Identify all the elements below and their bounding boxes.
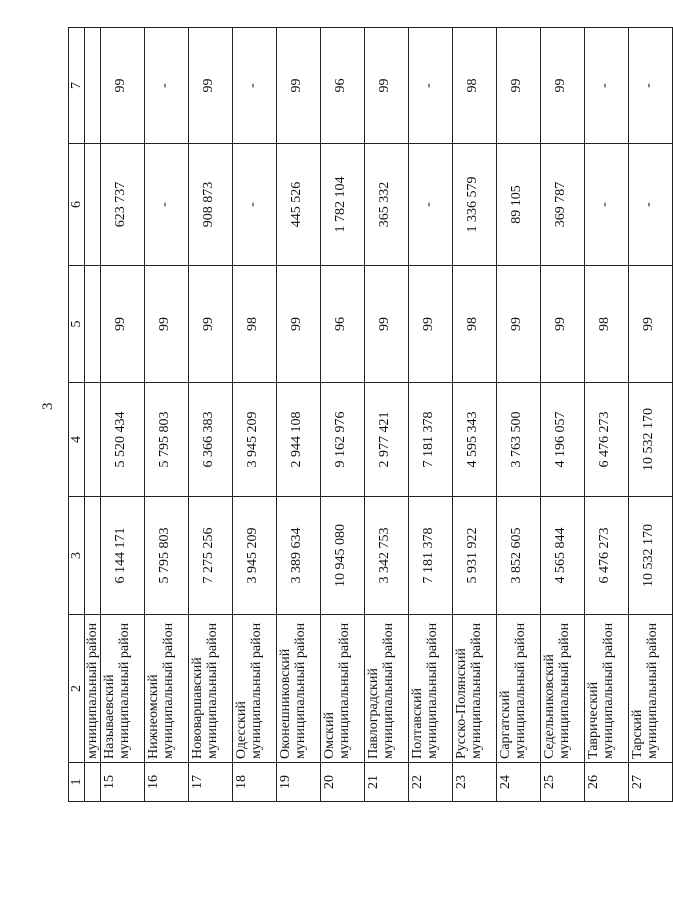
page-number: 3	[40, 402, 56, 410]
value-col4: 3 945 209	[233, 383, 277, 497]
value-col6: -	[145, 144, 189, 266]
district-type: муниципальный район	[161, 622, 176, 759]
header-cell: 3	[69, 497, 85, 615]
district-name: Таврический	[586, 681, 601, 759]
value-col6: 369 787	[541, 144, 585, 266]
value-col3: 6 144 171	[101, 497, 145, 615]
district-name: Полтавский	[410, 688, 425, 759]
district-name-cell	[233, 615, 277, 763]
district-type: муниципальный район	[337, 622, 352, 759]
value-col4: 7 181 378	[409, 383, 453, 497]
value-col7: 96	[321, 28, 365, 144]
value-col3: 7 181 378	[409, 497, 453, 615]
continuation-row	[85, 28, 101, 802]
value-col6: 1 782 104	[321, 144, 365, 266]
value-col3: 5 931 922	[453, 497, 497, 615]
value-col5: 99	[497, 266, 541, 383]
table-row	[453, 28, 497, 802]
district-name: Оконешниковский	[278, 648, 293, 759]
value-col4: 2 944 108	[277, 383, 321, 497]
value-col3: 6 476 273	[585, 497, 629, 615]
value-col4: 9 162 976	[321, 383, 365, 497]
value-col7: 99	[189, 28, 233, 144]
value-col7: -	[233, 28, 277, 144]
district-type: муниципальный район	[425, 622, 440, 759]
row-number: 16	[145, 763, 189, 802]
value-col3: 3 945 209	[233, 497, 277, 615]
value-col7: 99	[101, 28, 145, 144]
value-col4: 2 977 421	[365, 383, 409, 497]
row-number: 19	[277, 763, 321, 802]
value-col3: 3 342 753	[365, 497, 409, 615]
value-col5: 98	[233, 266, 277, 383]
value-col6: 365 332	[365, 144, 409, 266]
value-col3: 7 275 256	[189, 497, 233, 615]
district-type: муниципальный район	[557, 622, 572, 759]
table-cell	[85, 383, 101, 497]
district-name: Одесский	[234, 701, 249, 759]
row-number: 27	[629, 763, 673, 802]
district-name: Павлоградский	[366, 668, 381, 759]
district-name-cell	[497, 615, 541, 763]
value-col6: -	[629, 144, 673, 266]
table-cell	[85, 144, 101, 266]
value-col3: 5 795 803	[145, 497, 189, 615]
header-cell: 2	[69, 615, 85, 763]
value-col3: 3 852 605	[497, 497, 541, 615]
district-name-cell	[453, 615, 497, 763]
value-col5: 96	[321, 266, 365, 383]
value-col7: -	[409, 28, 453, 144]
table-row	[145, 28, 189, 802]
value-col7: 99	[365, 28, 409, 144]
value-col6: 908 873	[189, 144, 233, 266]
value-col3: 10 532 170	[629, 497, 673, 615]
value-col5: 99	[277, 266, 321, 383]
table-row	[365, 28, 409, 802]
district-type: муниципальный район	[513, 622, 528, 759]
rotated-table-container	[68, 28, 660, 802]
table-row	[541, 28, 585, 802]
header-cell: 4	[69, 383, 85, 497]
table-cell	[85, 497, 101, 615]
value-col4: 6 476 273	[585, 383, 629, 497]
row-number: 18	[233, 763, 277, 802]
value-col4: 6 366 383	[189, 383, 233, 497]
row-number: 17	[189, 763, 233, 802]
table-row	[233, 28, 277, 802]
table-cell	[85, 28, 101, 144]
value-col6: 623 737	[101, 144, 145, 266]
district-name-cell	[321, 615, 365, 763]
value-col6: -	[409, 144, 453, 266]
value-col7: 99	[497, 28, 541, 144]
continuation-text: муниципальный район	[85, 615, 101, 763]
table-row	[629, 28, 673, 802]
district-name: Нижнеомский	[146, 674, 161, 759]
value-col5: 99	[189, 266, 233, 383]
row-number: 23	[453, 763, 497, 802]
value-col4: 10 532 170	[629, 383, 673, 497]
district-name-cell	[365, 615, 409, 763]
value-col7: -	[585, 28, 629, 144]
value-col7: 99	[541, 28, 585, 144]
value-col4: 5 795 803	[145, 383, 189, 497]
value-col3: 4 565 844	[541, 497, 585, 615]
value-col6: 89 105	[497, 144, 541, 266]
district-name: Нововаршавский	[190, 657, 205, 759]
table-row	[101, 28, 145, 802]
header-cell: 5	[69, 266, 85, 383]
header-row	[69, 28, 85, 802]
value-col5: 99	[629, 266, 673, 383]
value-col5: 99	[365, 266, 409, 383]
table-row	[189, 28, 233, 802]
district-type: муниципальный район	[601, 622, 616, 759]
table-row	[497, 28, 541, 802]
table-row	[409, 28, 453, 802]
district-name-cell	[277, 615, 321, 763]
district-name-cell	[189, 615, 233, 763]
district-type: муниципальный район	[205, 622, 220, 759]
district-name-cell	[145, 615, 189, 763]
value-col4: 5 520 434	[101, 383, 145, 497]
district-name: Омский	[322, 712, 337, 759]
district-name-cell	[629, 615, 673, 763]
district-name-cell	[409, 615, 453, 763]
value-col4: 3 763 500	[497, 383, 541, 497]
district-name-cell	[585, 615, 629, 763]
value-col6: 445 526	[277, 144, 321, 266]
header-cell: 7	[69, 28, 85, 144]
row-number: 20	[321, 763, 365, 802]
value-col5: 99	[145, 266, 189, 383]
value-col4: 4 595 343	[453, 383, 497, 497]
district-type: муниципальный район	[645, 622, 660, 759]
value-col7: -	[145, 28, 189, 144]
row-number: 24	[497, 763, 541, 802]
header-cell: 1	[69, 763, 85, 802]
table-row	[321, 28, 365, 802]
value-col6: -	[585, 144, 629, 266]
value-col4: 4 196 057	[541, 383, 585, 497]
data-table	[68, 27, 673, 802]
district-type: муниципальный район	[249, 622, 264, 759]
table-row	[277, 28, 321, 802]
district-name: Саргатский	[498, 690, 513, 759]
district-name: Тарский	[630, 709, 645, 759]
table-row	[585, 28, 629, 802]
header-cell: 6	[69, 144, 85, 266]
value-col5: 99	[409, 266, 453, 383]
value-col3: 3 389 634	[277, 497, 321, 615]
district-type: муниципальный район	[381, 622, 396, 759]
row-number: 22	[409, 763, 453, 802]
value-col5: 98	[453, 266, 497, 383]
value-col3: 10 945 080	[321, 497, 365, 615]
value-col5: 98	[585, 266, 629, 383]
value-col5: 99	[101, 266, 145, 383]
value-col5: 99	[541, 266, 585, 383]
district-type: муниципальный район	[469, 622, 484, 759]
row-number: 26	[585, 763, 629, 802]
value-col7: 98	[453, 28, 497, 144]
table-cell	[85, 763, 101, 802]
row-number: 21	[365, 763, 409, 802]
value-col7: 99	[277, 28, 321, 144]
district-name: Называевский	[102, 674, 117, 759]
value-col6: -	[233, 144, 277, 266]
row-number: 15	[101, 763, 145, 802]
district-type: муниципальный район	[293, 622, 308, 759]
district-name-cell	[101, 615, 145, 763]
table-cell	[85, 266, 101, 383]
district-name: Седельниковский	[542, 654, 557, 759]
value-col6: 1 336 579	[453, 144, 497, 266]
value-col7: -	[629, 28, 673, 144]
row-number: 25	[541, 763, 585, 802]
district-name: Русско-Полянский	[454, 648, 469, 759]
district-type: муниципальный район	[117, 622, 132, 759]
district-name-cell	[541, 615, 585, 763]
